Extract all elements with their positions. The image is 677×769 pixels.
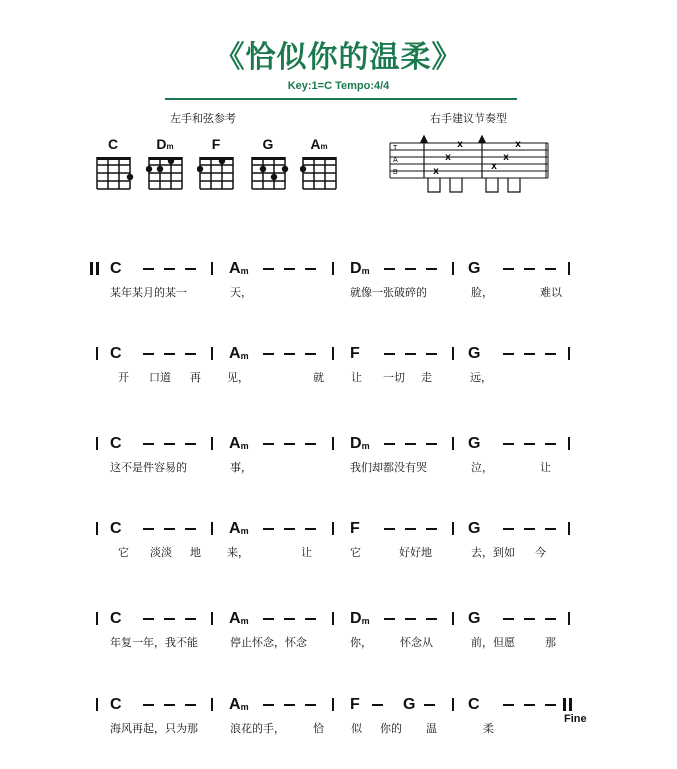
chord-root: G [468,610,481,627]
bar-line [332,522,334,535]
beat-dash [426,528,437,530]
bar-line [332,698,334,711]
repeat-bar [96,262,99,275]
beat-dash [284,704,295,706]
beat-dash [263,268,274,270]
bar-line [568,437,570,450]
bar-line [96,698,98,711]
beat-dash [305,704,316,706]
bar-line [96,612,98,625]
repeat-bar [569,698,572,711]
chord-root: G [468,345,481,362]
beat-dash [284,528,295,530]
lyric-text: 让 [351,371,362,384]
beat-dash [143,268,154,270]
lyric-text: 它 [350,546,361,559]
lyric-text: 事， [230,461,252,474]
beat-dash [263,353,274,355]
beat-dash [405,353,416,355]
bar-line [452,347,454,360]
finger-dot [157,166,163,172]
key-tempo: Key:1=C Tempo:4/4 [287,80,390,92]
beat-dash [185,704,196,706]
chord-suffix: m [240,526,249,536]
lyric-text: 口道 [149,371,171,384]
lyric-text: 今 [535,546,546,559]
chord-root: G [468,435,481,452]
beat-dash [143,618,154,620]
beat-dash [185,353,196,355]
bar-line [211,437,213,450]
beat-dash [164,618,175,620]
chord-root: G [468,260,481,277]
chord-root: D [350,435,362,452]
chord-symbol [229,260,249,278]
lyric-text: 这不是件容易的 [110,461,187,474]
chord-symbol [350,520,360,538]
beat-dash [545,443,556,445]
beat-dash [426,268,437,270]
beat-dash [284,618,295,620]
finger-dot [168,158,174,164]
lyric-text: 让 [301,546,312,559]
bar-line [211,698,213,711]
chord-symbol [229,435,249,453]
chord-symbol [110,435,122,453]
beat-dash [164,268,175,270]
beat-dash [503,704,514,706]
strum-x-mark: x [445,152,451,163]
chord-suffix: m [361,616,370,626]
chord-root: C [110,345,122,362]
lyric-text: 浪花的手， [230,722,285,735]
chord-symbol [468,260,480,278]
chord-suffix: m [240,351,249,361]
lyric-text: 柔 [483,722,494,735]
beat-dash [185,268,196,270]
bar-line [452,612,454,625]
beat-dash [263,443,274,445]
beat-dash [384,443,395,445]
beat-dash [426,443,437,445]
lyric-text: 淡淡 [150,546,172,559]
beat-dash [384,353,395,355]
chord-root: D [156,136,167,152]
beat-dash [524,704,535,706]
chord-diagram-name [248,136,288,152]
beat-dash [185,618,196,620]
chord-root: A [229,345,241,362]
finger-dot [260,166,266,172]
bar-line [452,698,454,711]
chord-symbol [110,696,122,714]
lyric-text: 怀念从 [400,636,433,649]
beat-dash [143,353,154,355]
lyric-text: 恰 [313,722,324,735]
beat-dash [164,353,175,355]
repeat-bar [90,262,93,275]
bar-line [332,262,334,275]
beat-dash [143,528,154,530]
chord-symbol [350,345,360,363]
chord-symbol [110,260,122,278]
finger-dot [127,174,133,180]
chord-root: G [262,136,274,152]
chord-root: C [110,610,122,627]
finger-dot [219,158,225,164]
chord-symbol [350,696,360,714]
right-hand-label: 右手建议节奏型 [430,112,507,125]
beat-dash [405,268,416,270]
bar-line [96,522,98,535]
lyric-text: 就像一张破碎的 [350,286,427,299]
chord-suffix: m [361,266,370,276]
beat-dash [305,443,316,445]
beat-dash [284,268,295,270]
chord-root: A [310,136,321,152]
chord-root: G [403,696,416,713]
chord-symbol [229,520,249,538]
beat-dash [305,528,316,530]
chord-symbol [229,345,249,363]
chord-diagram-name [145,136,185,152]
lyric-text: 天， [230,286,252,299]
chord-diagram-grid [197,154,239,196]
beat-dash [284,443,295,445]
chord-diagram-name [93,136,133,152]
chord-symbol [403,696,415,714]
fine-mark: Fine [564,713,587,725]
beat-dash [164,443,175,445]
repeat-bar [563,698,566,711]
lyric-text: 似 [351,722,362,735]
bar-line [452,437,454,450]
lyric-text: 好好地 [399,546,432,559]
lyric-text: 让 [540,461,551,474]
chord-root: C [110,696,122,713]
bar-line [568,612,570,625]
lyric-text: 泣， [471,461,493,474]
bar-line [332,347,334,360]
beat-dash [524,528,535,530]
title-divider [165,98,517,100]
chord-suffix: m [240,616,249,626]
song-title: 《恰似你的温柔》 [214,40,463,75]
lyric-text: 温 [426,722,437,735]
lyric-text: 某年某月的某一 [110,286,187,299]
finger-dot [300,166,306,172]
lyric-text: 一切 [383,371,405,384]
bar-line [332,612,334,625]
strum-x-mark: x [491,161,497,172]
chord-diagram-name [299,136,339,152]
chord-symbol [350,260,370,278]
finger-dot [146,166,152,172]
bar-line [452,522,454,535]
finger-dot [197,166,203,172]
lyric-text: 停止怀念，怀念 [230,636,307,649]
tab-letter: A [393,157,398,164]
beat-dash [185,528,196,530]
tab-letter: T [393,145,398,152]
lyric-text: 年复一年，我不能 [110,636,198,649]
bar-line [452,262,454,275]
beat-dash [405,443,416,445]
beat-dash [305,353,316,355]
chord-root: C [110,435,122,452]
chord-root: F [350,520,360,537]
chord-suffix: m [240,702,249,712]
beat-dash [164,528,175,530]
chord-root: C [110,520,122,537]
lyric-text: 见， [227,371,249,384]
chord-symbol [229,696,249,714]
chord-root: A [229,435,241,452]
beat-dash [503,528,514,530]
beat-dash [143,443,154,445]
lyric-text: 开 [118,371,129,384]
chord-symbol [468,435,480,453]
lyric-text: 就 [313,371,324,384]
beat-dash [503,353,514,355]
chord-root: C [468,696,480,713]
chord-diagram-grid [300,154,342,196]
chord-root: F [350,696,360,713]
chord-root: C [107,136,119,152]
chord-symbol [468,696,480,714]
lyric-text: 脸， [471,286,493,299]
bar-line [211,262,213,275]
beat-dash [405,528,416,530]
tab-letter: B [393,169,398,176]
beat-dash [263,704,274,706]
bar-line [332,437,334,450]
beat-dash [545,353,556,355]
lyric-text: 你的 [380,722,402,735]
strum-x-mark: x [503,152,509,163]
bar-line [211,522,213,535]
lyric-text: 难以 [540,286,562,299]
beat-dash [545,528,556,530]
beat-dash [384,528,395,530]
beat-dash [545,268,556,270]
rhythm-pattern [386,134,550,196]
chord-suffix: m [320,142,328,151]
beat-dash [426,618,437,620]
beat-dash [384,268,395,270]
chord-suffix: m [240,441,249,451]
bar-line [568,262,570,275]
chord-symbol [229,610,249,628]
lyric-text: 你， [350,636,372,649]
beat-dash [524,443,535,445]
lyric-text: 走 [421,371,432,384]
lyric-text: 再 [190,371,201,384]
chord-root: A [229,696,241,713]
lyric-text: 远， [470,371,492,384]
bar-line [96,437,98,450]
chord-root: C [110,260,122,277]
lyric-text: 那 [545,636,556,649]
chord-root: A [229,610,241,627]
beat-dash [524,268,535,270]
chord-root: A [229,260,241,277]
lyric-text: 我们却都没有哭 [350,461,427,474]
beat-dash [426,353,437,355]
strum-x-mark: x [457,139,463,150]
beat-dash [503,618,514,620]
beat-dash [185,443,196,445]
chord-diagram-grid [146,154,188,196]
chord-symbol [110,520,122,538]
chord-symbol [468,610,480,628]
strum-x-mark: x [433,166,439,177]
beat-dash [545,704,556,706]
strum-x-mark: x [515,139,521,150]
beat-dash [305,618,316,620]
beat-dash [524,618,535,620]
bar-line [211,612,213,625]
chord-suffix: m [166,142,174,151]
bar-line [568,522,570,535]
lyric-text: 去，到如 [471,546,515,559]
lyric-text: 来， [227,546,249,559]
chord-symbol [110,345,122,363]
chord-root: G [468,520,481,537]
left-hand-label: 左手和弦参考 [170,112,236,125]
beat-dash [263,618,274,620]
chord-symbol [110,610,122,628]
lyric-text: 海风再起，只为那 [110,722,198,735]
bar-line [568,347,570,360]
chord-root: F [350,345,360,362]
beat-dash [545,618,556,620]
beat-dash [424,704,435,706]
finger-dot [271,174,277,180]
chord-symbol [350,435,370,453]
lyric-text: 它 [118,546,129,559]
chord-root: F [211,136,221,152]
beat-dash [503,443,514,445]
chord-root: D [350,260,362,277]
beat-dash [305,268,316,270]
chord-suffix: m [361,441,370,451]
lyric-text: 前，但愿 [471,636,515,649]
beat-dash [524,353,535,355]
chord-root: D [350,610,362,627]
finger-dot [282,166,288,172]
beat-dash [263,528,274,530]
beat-dash [384,618,395,620]
bar-line [211,347,213,360]
chord-root: A [229,520,241,537]
chord-symbol [468,345,480,363]
beat-dash [143,704,154,706]
beat-dash [503,268,514,270]
chord-symbol [350,610,370,628]
beat-dash [284,353,295,355]
chord-symbol [468,520,480,538]
bar-line [96,347,98,360]
chord-diagram-grid [94,154,136,196]
chord-diagram-name [196,136,236,152]
chord-diagram-grid [249,154,291,196]
beat-dash [164,704,175,706]
beat-dash [372,704,383,706]
chord-suffix: m [240,266,249,276]
beat-dash [405,618,416,620]
lyric-text: 地 [190,546,201,559]
